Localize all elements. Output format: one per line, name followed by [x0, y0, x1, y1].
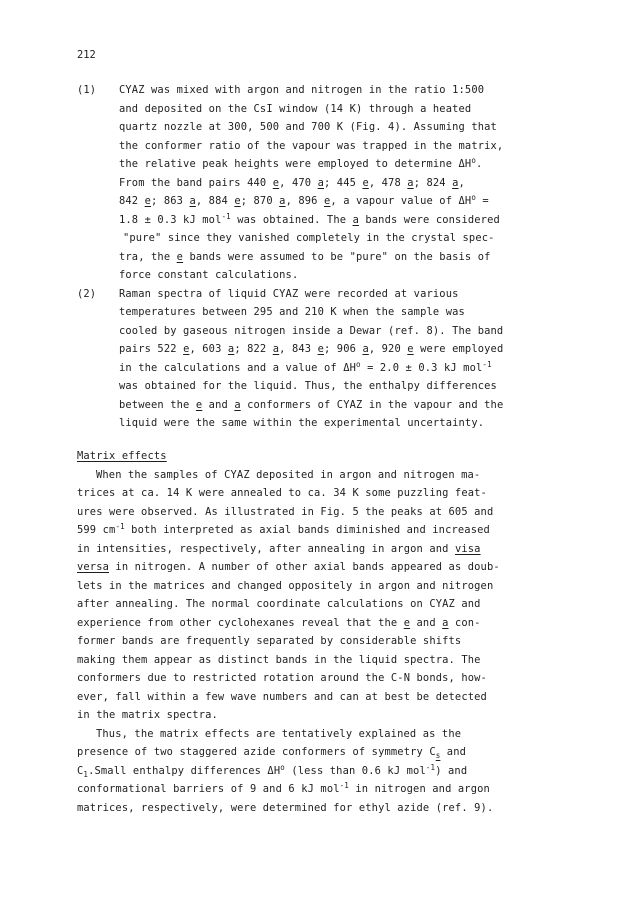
paragraph-line: former bands are frequently separated by considerable shifts	[77, 635, 462, 647]
item-2-line: liquid were the same within the experimental uncertainty.	[119, 417, 485, 429]
paragraph-line: ever, fall within a few wave numbers and can at best be detected	[77, 691, 487, 703]
paragraph-line: conformers due to restricted rotation around the C-N bonds, how-	[77, 672, 487, 684]
item-2-number: (2)	[77, 288, 97, 300]
page-number: 212	[77, 49, 96, 61]
paragraph-line: after annealing. The normal coordinate calculations on CYAZ and	[77, 598, 481, 610]
item-2-line: cooled by gaseous nitrogen inside a Dewar (ref. 8). The band	[119, 325, 504, 337]
paragraph-line: When the samples of CYAZ deposited in argon and nitrogen ma-	[96, 469, 481, 481]
item-2-line: between the e and a conformers of CYAZ in the vapour and the	[119, 399, 504, 411]
item-2-line: pairs 522 e, 603 a; 822 a, 843 e; 906 a, 920 e were employed	[119, 343, 504, 355]
item-1-line: the conformer ratio of the vapour was trapped in the matrix,	[119, 140, 504, 152]
paragraph-line: conformational barriers of 9 and 6 kJ mol$^{-1}$ in nitrogen and argon	[77, 781, 490, 795]
item-1-line: the relative peak heights were employed to determine $\Delta H^o$.	[119, 156, 483, 170]
item-1-line: tra, the e bands were assumed to be "pure" on the basis of	[119, 251, 491, 263]
paragraph-line: lets in the matrices and changed oppositely in argon and nitrogen	[77, 580, 494, 592]
paragraph-line: matrices, respectively, were determined for ethyl azide (ref. 9).	[77, 802, 494, 814]
paragraph-line: 599 $cm^{-1}$ both interpreted as axial bands diminished and increased	[77, 522, 490, 536]
item-1-line: 842 e; 863 a, 884 e; 870 a, 896 e, a vapour value of $\Delta H^o$ =	[119, 193, 489, 207]
section-heading: Matrix effects	[77, 450, 167, 462]
paragraph-line: ures were observed. As illustrated in Fig. 5 the peaks at 605 and	[77, 506, 494, 518]
paragraph-line: Thus, the matrix effects are tentatively explained as the	[96, 728, 462, 740]
item-1-line: CYAZ was mixed with argon and nitrogen in the ratio 1:500	[119, 84, 485, 96]
paragraph-line: in intensities, respectively, after annealing in argon and visa	[77, 543, 481, 555]
item-2-line: in the calculations and a value of $\Delta H^o = 2.0 \pm 0.3$ kJ mol$^{-1}$	[119, 360, 492, 374]
item-2-line: temperatures between 295 and 210 K when the sample was	[119, 306, 465, 318]
paragraph-line: trices at ca. 14 K were annealed to ca. 34 K some puzzling feat-	[77, 487, 487, 499]
paragraph-line: $C_1.Small$ enthalpy differences $\Delta H^o$ (less than 0.6 kJ mol$^{-1}$) and	[77, 763, 468, 779]
item-2-line: was obtained for the liquid. Thus, the enthalpy differences	[119, 380, 497, 392]
item-1-number: (1)	[77, 84, 97, 96]
item-1-line: From the band pairs 440 e, 470 a; 445 e, 478 a; 824 a,	[119, 177, 465, 189]
item-1-line: and deposited on the CsI window (14 K) through a heated	[119, 103, 472, 115]
item-1-line: "pure" since they vanished completely in the crystal spec-	[123, 232, 495, 244]
paragraph-line: making them appear as distinct bands in the liquid spectra. The	[77, 654, 481, 666]
item-2-line: Raman spectra of liquid CYAZ were recorded at various	[119, 288, 459, 300]
paragraph-line: in the matrix spectra.	[77, 709, 218, 721]
paragraph-line: experience from other cyclohexanes reveal that the e and a con-	[77, 617, 481, 629]
item-1-line: force constant calculations.	[119, 269, 299, 281]
item-1-line: 1.8 ± 0.3 kJ mol$^{-1}$ was obtained. The a bands were considered	[119, 212, 500, 226]
paragraph-line: versa in nitrogen. A number of other axial bands appeared as doub-	[77, 561, 500, 573]
item-1-line: quartz nozzle at 300, 500 and 700 K (Fig. 4). Assuming that	[119, 121, 497, 133]
paragraph-line: presence of two staggered azide conformers of symmetry $C_s$ and	[77, 746, 467, 760]
